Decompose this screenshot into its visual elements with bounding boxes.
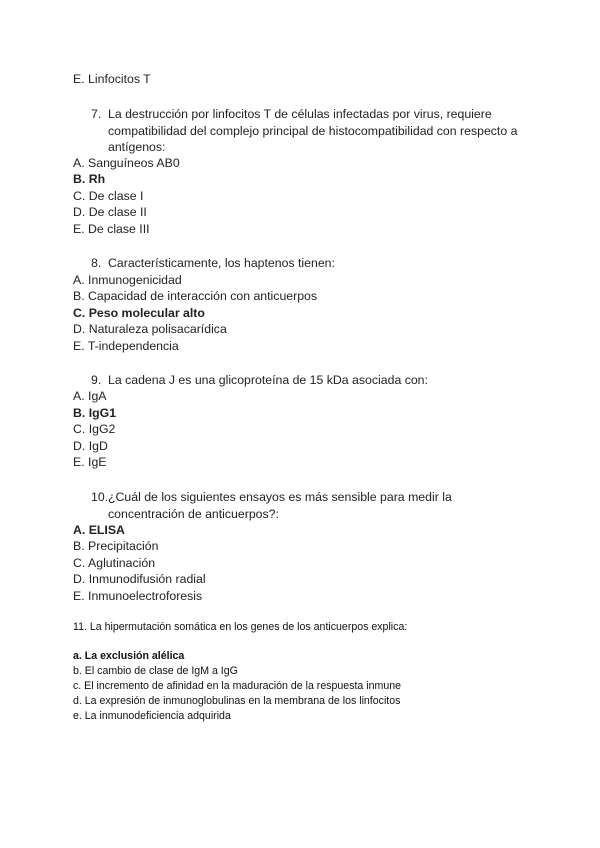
question-10-number: 10. xyxy=(91,490,109,504)
q10-option-e: E. Inmunoelectroforesis xyxy=(73,589,203,603)
q6-option-e: E. Linfocitos T xyxy=(73,72,151,86)
q10-option-b: B. Precipitación xyxy=(73,539,159,553)
q8-option-c: C. Peso molecular alto xyxy=(73,306,205,320)
q8-option-d: D. Naturaleza polisacarídica xyxy=(73,322,227,336)
q8-option-e: E. T-independencia xyxy=(73,339,179,353)
q11-option-d: d. La expresión de inmunoglobulinas en la membrana de los linfocitos xyxy=(73,695,401,707)
q9-option-b: B. IgG1 xyxy=(73,406,117,420)
q7-option-b: B. Rh xyxy=(73,172,106,186)
q7-option-e: E. De clase III xyxy=(73,222,150,236)
q7-option-c: C. De clase I xyxy=(73,189,144,203)
q9-option-a: A. IgA xyxy=(73,389,107,403)
q8-option-b: B. Capacidad de interacción con anticuerpos xyxy=(73,289,318,303)
q10-option-a: A. ELISA xyxy=(73,523,125,537)
q11-option-e: e. La inmunodeficiencia adquirida xyxy=(73,710,231,722)
question-9-number: 9. xyxy=(91,373,102,387)
question-10-text: ¿Cuál de los siguientes ensayos es más sensible para medir la concentración de anticuerpos?: xyxy=(108,490,452,521)
q9-option-c: C. IgG2 xyxy=(73,422,116,436)
question-8-text: Característicamente, los haptenos tienen: xyxy=(108,256,335,270)
q8-option-a: A. Inmunogenicidad xyxy=(73,273,182,287)
q11-option-b: b. El cambio de clase de IgM a IgG xyxy=(73,665,238,677)
question-11-text: 11. La hipermutación somática en los genes de los anticuerpos explica: xyxy=(73,621,408,633)
q10-option-d: D. Inmunodifusión radial xyxy=(73,572,206,586)
q10-option-c: C. Aglutinación xyxy=(73,556,156,570)
q7-option-d: D. De clase II xyxy=(73,205,147,219)
q9-option-d: D. IgD xyxy=(73,439,108,453)
q9-option-e: E. IgE xyxy=(73,455,107,469)
q11-option-a: a. La exclusión alélica xyxy=(73,650,185,662)
question-8-number: 8. xyxy=(91,256,102,270)
q11-option-c: c. El incremento de afinidad en la maduración de la respuesta inmune xyxy=(73,680,402,692)
question-7-number: 7. xyxy=(91,107,102,121)
question-7-text: La destrucción por linfocitos T de células infectadas por virus, requiere compatibilidad del complejo principal de histocompatibilidad con respecto a antígenos: xyxy=(108,107,518,154)
q7-option-a: A. Sanguíneos AB0 xyxy=(73,156,180,170)
question-9-text: La cadena J es una glicoproteína de 15 kDa asociada con: xyxy=(108,373,428,387)
